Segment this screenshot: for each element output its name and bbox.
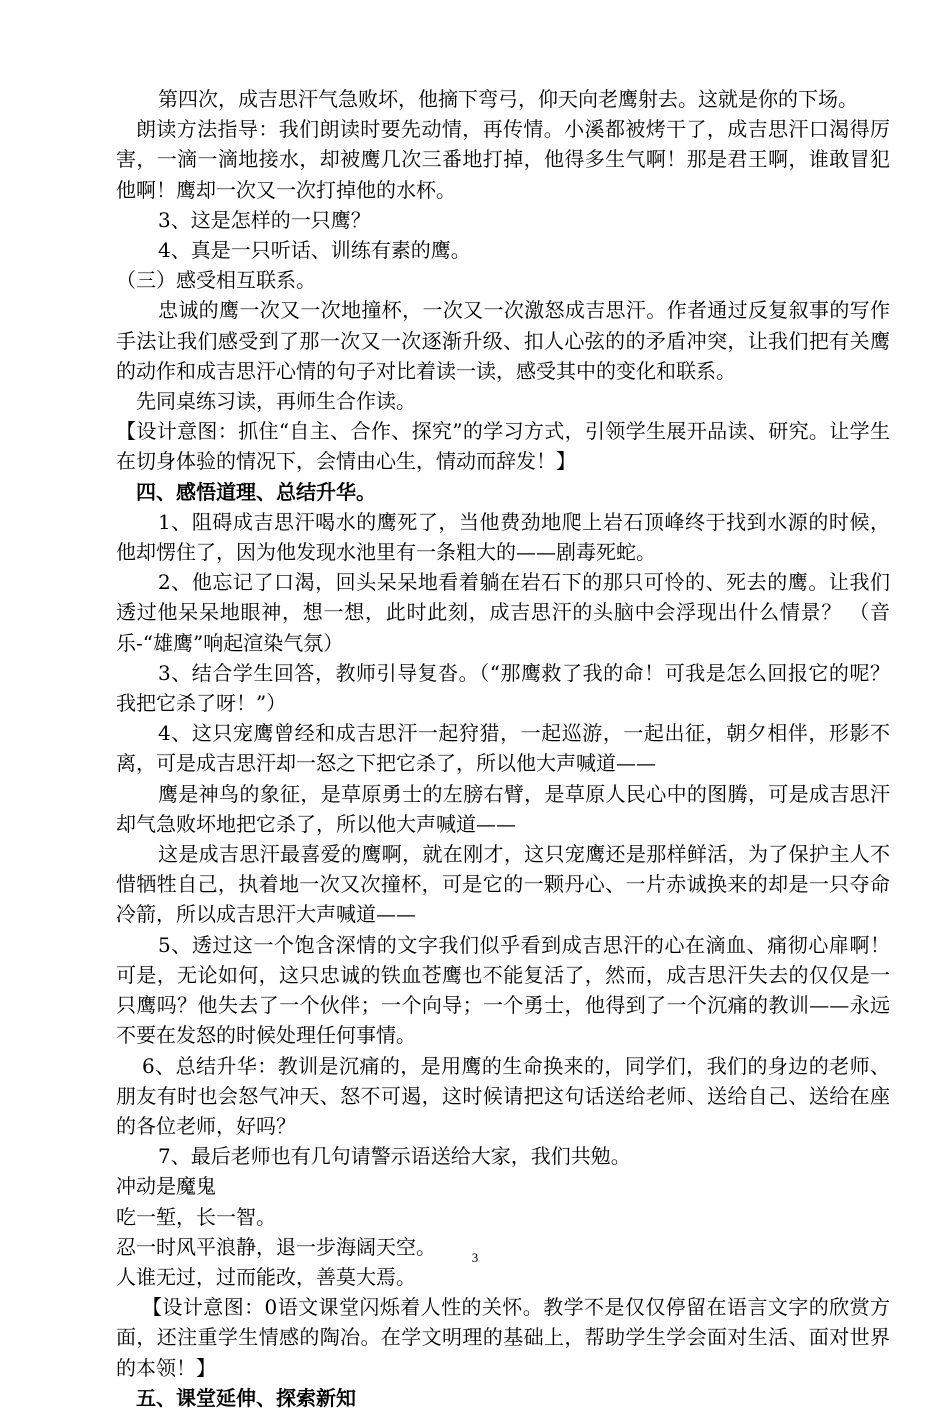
paragraph: 忠诚的鹰一次又一次地撞杯，一次又一次激怒成吉思汗。作者通过反复叙事的写作手法让我们感受到了那一次又一次逐渐升级、扣人心弦的的矛盾冲突，让我们把有关鹰的动作和成吉思汗心情的句子对比着读一读，感受其中的变化和联系。 — [116, 298, 890, 383]
paragraph: 第四次，成吉思汗气急败坏，他摘下弯弓，仰天向老鹰射去。这就是你的下场。 — [158, 87, 858, 111]
paragraph: 鹰是神鸟的象征，是草原勇士的左膀右臂，是草原人民心中的图腾，可是成吉思汗却气急败坏地把它杀了，所以他大声喊道—— — [116, 781, 890, 836]
design-intent-note: 【设计意图：抓住“自主、合作、探究”的学习方式，引领学生展开品读、研究。让学生在切身体验的情况下，会情由心生，情动而辞发！】 — [116, 419, 890, 474]
document-body — [116, 84, 890, 1413]
paragraph: 5、透过这一个饱含深情的文字我们似乎看到成吉思汗的心在滴血、痛彻心扉啊！可是，无论如何，这只忠诚的铁血苍鹰也不能复活了，然而，成吉思汗失去的仅仅是一只鹰吗？他失去了一个伙伴；一个向导；一个勇士，他得到了一个沉痛的教训——永远不要在发怒的时候处理任何事情。 — [116, 932, 890, 1048]
paragraph: 1、阻碍成吉思汗喝水的鹰死了，当他费劲地爬上岩石顶峰终于找到水源的时候，他却愣住了，因为他发现水池里有一条粗大的——剧毒死蛇。 — [116, 509, 890, 565]
paragraph: 7、最后老师也有几句请警示语送给大家，我们共勉。 — [158, 1144, 631, 1169]
quote-line: 吃一堑，长一智。 — [116, 1204, 276, 1229]
quote-line: 忍一时风平浪静，退一步海阔天空。 — [116, 1234, 436, 1259]
paragraph: 4、这只宠鹰曾经和成吉思汗一起狩猎，一起巡游，一起出征，朝夕相伴，形影不离，可是成吉思汗却一怒之下把它杀了，所以他大声喊道—— — [116, 721, 890, 776]
paragraph: 6、总结升华：教训是沉痛的，是用鹰的生命换来的，同学们，我们的身边的老师、朋友有时也会怒气冲天、怒不可遏，这时候请把这句话送给老师、送给自己、送给在座的各位老师，好吗？ — [116, 1053, 890, 1138]
design-intent-note: 【设计意图：0语文课堂闪烁着人性的关怀。教学不是仅仅停留在语言文字的欣赏方面，还注重学生情感的陶冶。在学文明理的基础上，帮助学生学会面对生活、面对世界的本领！】 — [116, 1295, 890, 1380]
paragraph: 4、真是一只听话、训练有素的鹰。 — [158, 238, 471, 263]
section-subheading: （三）感受相互联系。 — [116, 268, 316, 293]
quote-line: 人谁无过，过而能改，善莫大焉。 — [116, 1264, 416, 1289]
paragraph: 3、结合学生回答，教师引导复沓。（“那鹰救了我的命！可我是怎么回报它的呢？我把它杀了呀！”） — [116, 660, 890, 716]
paragraph: 这是成吉思汗最喜爱的鹰啊，就在刚才，这只宠鹰还是那样鲜活，为了保护主人不惜牺牲自己，执着地一次又次撞杯，可是它的一颗丹心、一片赤诚换来的却是一只夺命冷箭，所以成吉思汗大声喊道—— — [116, 842, 890, 927]
paragraph: 先同桌练习读，再师生合作读。 — [136, 389, 416, 414]
section-heading: 五、课堂延伸、探索新知 — [136, 1385, 356, 1410]
section-heading: 四、感悟道理、总结升华。 — [136, 479, 376, 504]
paragraph: 2、他忘记了口渴，回头呆呆地看着躺在岩石下的那只可怜的、死去的鹰。让我们透过他呆呆地眼神，想一想，此时此刻，成吉思汗的头脑中会浮现出什么情景？ （音乐-“雄鹰”响起渲染气氛） — [116, 570, 890, 655]
quote-line: 冲动是魔鬼 — [116, 1174, 216, 1199]
paragraph: 3、这是怎样的一只鹰？ — [158, 207, 371, 232]
paragraph: 朗读方法指导：我们朗读时要先动情，再传情。小溪都被烤干了，成吉思汗口渴得厉害，一滴一滴地接水，却被鹰几次三番地打掉，他得多生气啊！那是君王啊，谁敢冒犯他啊！鹰却一次又一次打掉他的水杯。 — [116, 117, 890, 202]
page-number: 3 — [471, 1250, 479, 1265]
quote-block — [116, 1171, 890, 1292]
